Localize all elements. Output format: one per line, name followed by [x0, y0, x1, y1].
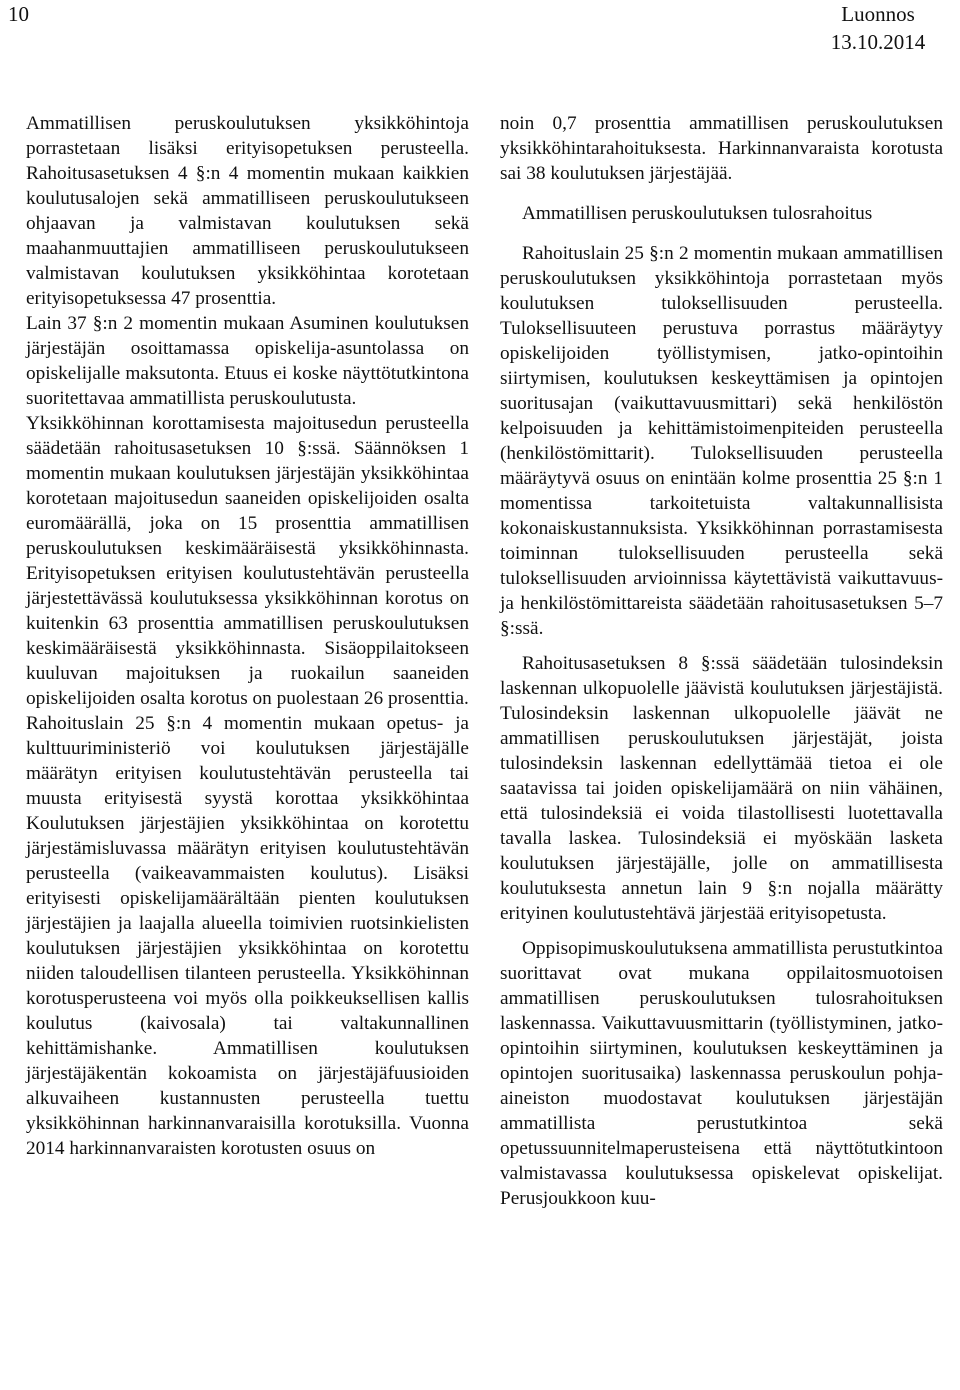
- left-column: [26, 111, 469, 1161]
- body-paragraph: Yksikköhinnan korottamisesta majoitusedun perusteella säädetään rahoitusasetuksen 10 §:ssä. Säännöksen 1 momentin mukaan koulutuksen järjestäjän yksikköhintaa korotetaan majoitusedun saaneiden opiskelijoiden osalta euromäärällä, joka on 15 prosenttia ammatillisen peruskoulutuksen keskimääräisestä yksikköhinnasta. Erityisopetuksen erityisen koulutustehtävän perusteella järjestettävässä koulutuksessa yksikköhinnan korotus on kuitenkin 63 prosenttia ammatillisen peruskoulutuksen keskimääräisestä yksikköhinnasta. Sisäoppilaitokseen kuuluvan majoituksen ja ruokailun saaneiden opiskelijoiden osalta korotus on puolestaan 26 prosenttia.: [26, 413, 469, 709]
- draft-status: Luonnos: [841, 2, 915, 26]
- body-paragraph: Oppisopimuskoulutuksena ammatillista perustutkintoa suorittavat ovat mukana oppilaitosmuotoisen ammatillisen peruskoulutuksen tulosrahoituksen laskennassa. Vaikuttavuusmittarin (työllistyminen, jatko-opintoihin siirtyminen, koulutuksen keskeyttäminen ja opintojen suoritusaika) laskennassa peruskoulun pohja-aineiston muodostavat koulutuksen järjestäjän ammatillista perustutkintoa sekä opetussuunnitelmaperusteisena että näyttötutkintoon valmistavassa koulutuksessa opiskelevat opiskelijat. Perusjoukkoon kuu-: [500, 938, 943, 1209]
- body-paragraph: Rahoituslain 25 §:n 2 momentin mukaan ammatillisen peruskoulutuksen yksikköhintoja porrastetaan myös koulutuksen tuloksellisuuden perusteella. Tuloksellisuuteen perustuva porrastus määräytyy opiskelijoiden työllistymisen, jatko-opintoihin siirtymisen, koulutuksen keskeyttämisen ja opintojen suoritusajan (vaikuttavuusmittari) sekä henkilöstön kelpoisuuden ja kehittämistoimenpiteiden perusteella (henkilöstömittarit). Tuloksellisuuden perusteella määräytyvä osuus on enintään kolme prosenttia 25 §:n 1 momentissa tarkoitetuista valtakunnallisista kokonaiskustannuksista. Yksikköhinnan porrastamisesta toiminnan tuloksellisuuden perusteella sekä tuloksellisuuden arvioinnissa käytettävistä vaikuttavuus- ja henkilöstömittareista säädetään rahoitusasetuksen 5–7 §:ssä.: [500, 243, 943, 639]
- body-paragraph: Ammatillisen peruskoulutuksen yksikköhintoja porrastetaan lisäksi erityisopetuksen perusteella. Rahoitusasetuksen 4 §:n 4 momentin mukaan kaikkien koulutusalojen sekä ammatilliseen peruskoulutukseen ohjaavan ja valmistavan koulutuksen sekä maahanmuuttajien ammatilliseen peruskoulutukseen valmistavan koulutuksen yksikköhintaa korotetaan erityisopetuksessa 47 prosenttia.: [26, 113, 469, 309]
- draft-date: 13.10.2014: [830, 30, 926, 54]
- page-number: 10: [8, 2, 29, 26]
- body-paragraph: Rahoitusasetuksen 8 §:ssä säädetään tulosindeksin laskennan ulkopuolelle jäävistä koulutuksen järjestäjistä. Tulosindeksin laskennan ulkopuolelle jäävät ne ammatillisen peruskoulutuksen järjestäjät, joista tulosindeksin laskennan edellyttämää tietoa ei ole saatavissa tai joiden opiskelijamäärä on niin vähäinen, että tulosindeksiä ei voida tilastollisesti luotettavalla tavalla laskea. Tulosindeksiä ei myöskään lasketa koulutuksen järjestäjälle, jolle on ammatillisesta koulutuksesta annetun lain 9 §:n nojalla määrätty erityinen koulutustehtävä järjestää erityisopetusta.: [500, 653, 943, 924]
- body-paragraph: Lain 37 §:n 2 momentin mukaan Asuminen koulutuksen järjestäjän osoittamassa opiskelija-asuntolassa on opiskelijalle maksutonta. Etuus ei koske näyttötutkintona suoritettavaa ammatillista peruskoulutusta.: [26, 313, 469, 409]
- continuation-paragraph: noin 0,7 prosenttia ammatillisen peruskoulutuksen yksikköhintarahoituksesta. Harkinnanvaraista korotusta sai 38 koulutuksen järjestäjää.: [500, 113, 943, 184]
- section-heading: Ammatillisen peruskoulutuksen tulosrahoitus: [522, 203, 873, 224]
- draft-header: [808, 0, 948, 56]
- body-paragraph: Rahoituslain 25 §:n 4 momentin mukaan opetus- ja kulttuuriministeriö voi koulutuksen järjestäjälle määrätyn erityisen koulutustehtävän perusteella tai muusta erityisestä syystä korottaa yksikköhintaa Koulutuksen järjestäjien yksikköhintaa on korotettu järjestämisluvassa määrätyn erityisen koulutustehtävän perusteella (vaikeavammaisten koulutus). Lisäksi erityisesti opiskelijamäärältään pienten koulutuksen järjestäjien ja laajalla alueella toimivien ruotsinkielisten koulutuksen järjestäjien yksikköhintaa on korotettu niiden taloudellisen tilanteen perusteella. Yksikköhinnan korotusperusteena voi myös olla poikkeuksellisen kallis koulutus (kaivosala) tai valtakunnallinen kehittämishanke. Ammatillisen koulutuksen järjestäjäkentän kokoamista on järjestäjäfuusioiden alkuvaiheen kustannusten perusteella tuettu yksikköhinnan harkinnanvaraisilla korotuksilla. Vuonna 2014 harkinnanvaraisten korotusten osuus on: [26, 713, 469, 1159]
- right-column: [500, 111, 943, 1211]
